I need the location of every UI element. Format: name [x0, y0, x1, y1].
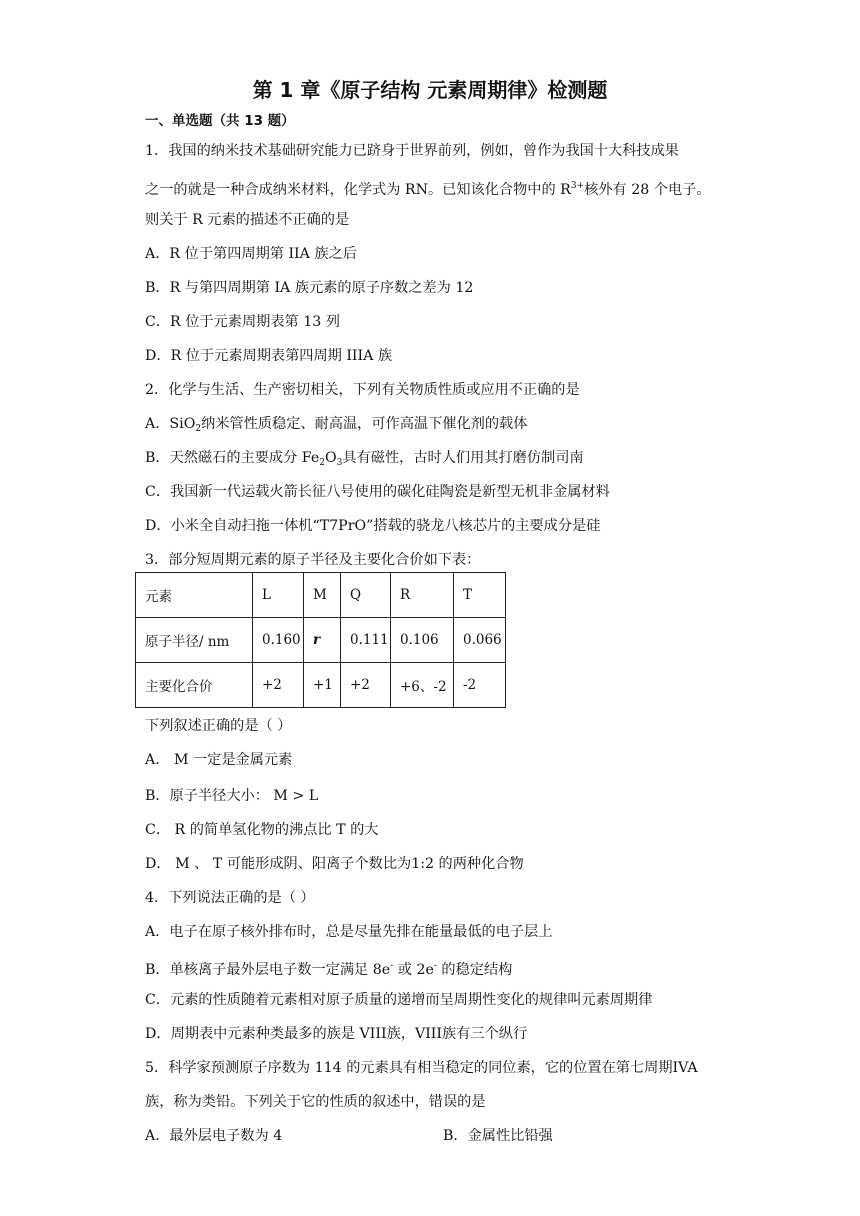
q4-option-a: A．电子在原子核外排布时，总是尽量先排在能量最低的电子层上	[145, 924, 553, 940]
table-cell: 0.066	[454, 618, 506, 663]
table-cell: +6、-2	[391, 663, 454, 708]
table-cell: 0.111	[341, 618, 391, 663]
q5-stem-line1: 5．科学家预测原子序数为 114 的元素具有相当稳定的同位素，它的位置在第七周期IVA	[145, 1060, 698, 1076]
q1-stem-line2	[145, 176, 711, 200]
q4-option-b-prefix: B．单核离子最外层电子数一定满足 8e	[145, 962, 391, 978]
q1-option-b: B．R 与第四周期第 IA 族元素的原子序数之差为 12	[145, 280, 474, 296]
q3-after-table: 下列叙述正确的是（ ）	[145, 718, 292, 734]
q4-option-c: C．元素的性质随着元素相对原子质量的递增而呈周期性变化的规律叫元素周期律	[145, 992, 653, 1008]
table-cell: M	[304, 573, 341, 618]
q1-stem-line2-a: 之一的就是一种合成纳米材料，化学式为 RN。已知该化合物中的 R	[145, 182, 571, 198]
q3-option-d: D． M 、 T 可能形成阴、阳离子个数比为1:2 的两种化合物	[145, 856, 524, 872]
q4-option-b-mid: 或 2e	[393, 962, 434, 978]
q2-option-d: D．小米全自动扫拖一体机“T7PrO”搭载的骁龙八核芯片的主要成分是硅	[145, 518, 601, 534]
table-cell: 原子半径/ nm	[136, 618, 253, 663]
q2-option-a-text: 纳米管性质稳定、耐高温，可作高温下催化剂的载体	[201, 416, 528, 432]
subscript: 3	[336, 458, 343, 468]
subscript: 2	[319, 458, 326, 468]
q2-option-b-mid: O	[325, 450, 337, 466]
q2-option-b-prefix: B．天然磁石的主要成分 Fe	[145, 450, 320, 466]
table-row	[136, 618, 506, 663]
q3-stem: 3．部分短周期元素的原子半径及主要化合价如下表：	[145, 552, 481, 568]
table-cell: 主要化合价	[136, 663, 253, 708]
table-cell: 元素	[136, 573, 253, 618]
q1-option-c: C．R 位于元素周期表第 13 列	[145, 314, 340, 330]
q2-option-a	[145, 414, 527, 439]
q3-option-a: A． M 一定是金属元素	[145, 752, 293, 768]
table-cell: -2	[454, 663, 506, 708]
superscript: -	[433, 961, 437, 971]
table-cell: L	[253, 573, 304, 618]
subscript: 2	[195, 424, 202, 434]
q2-option-a-prefix: A．SiO	[145, 416, 196, 432]
q5-option-a: A．最外层电子数为 4	[145, 1128, 283, 1144]
table-cell: Q	[341, 573, 391, 618]
q3-option-b: B．原子半径大小： M > L	[145, 788, 319, 804]
q2-option-c: C．我国新一代运载火箭长征八号使用的碳化硅陶瓷是新型无机非金属材料	[145, 484, 610, 500]
page-title: 第 1 章《原子结构 元素周期律》检测题	[252, 78, 608, 102]
table-cell: 0.106	[391, 618, 454, 663]
q2-stem: 2．化学与生活、生产密切相关，下列有关物质性质或应用不正确的是	[145, 382, 580, 398]
superscript: -	[390, 961, 394, 971]
q1-stem-line2-b: 核外有 28 个电子。	[584, 182, 711, 198]
section-heading: 一、单选题（共 13 题）	[145, 113, 295, 129]
table-cell: +1	[304, 663, 341, 708]
q2-option-b-text: 具有磁性，古时人们用其打磨仿制司南	[342, 450, 584, 466]
q1-stem-line1: 1．我国的纳米技术基础研究能力已跻身于世界前列，例如，曾作为我国十大科技成果	[145, 143, 679, 159]
table-cell: +2	[253, 663, 304, 708]
q4-option-b	[145, 956, 512, 980]
q1-option-d: D．R 位于元素周期表第四周期 IIIA 族	[145, 348, 393, 364]
table-row	[136, 573, 506, 618]
element-table	[135, 572, 506, 708]
table-cell: 0.160	[253, 618, 304, 663]
ion-charge-superscript: 3+	[570, 181, 585, 191]
q4-stem: 4．下列说法正确的是（ ）	[145, 890, 315, 906]
q1-option-a: A．R 位于第四周期第 IIA 族之后	[145, 246, 357, 262]
q5-stem-line2: 族，称为类铅。下列关于它的性质的叙述中，错误的是	[145, 1094, 486, 1110]
table-cell: r	[304, 618, 341, 663]
table-cell: R	[391, 573, 454, 618]
table-cell: +2	[341, 663, 391, 708]
table-row	[136, 663, 506, 708]
q3-option-c: C． R 的简单氢化物的沸点比 T 的大	[145, 822, 379, 838]
table-cell: T	[454, 573, 506, 618]
q2-option-b	[145, 448, 584, 473]
q5-option-b: B．金属性比铅强	[443, 1128, 553, 1144]
q1-stem-line3: 则关于 R 元素的描述不正确的是	[145, 212, 350, 228]
q4-option-b-text: 的稳定结构	[436, 962, 513, 978]
q4-option-d: D．周期表中元素种类最多的族是 VIII族，VIII族有三个纵行	[145, 1026, 528, 1042]
